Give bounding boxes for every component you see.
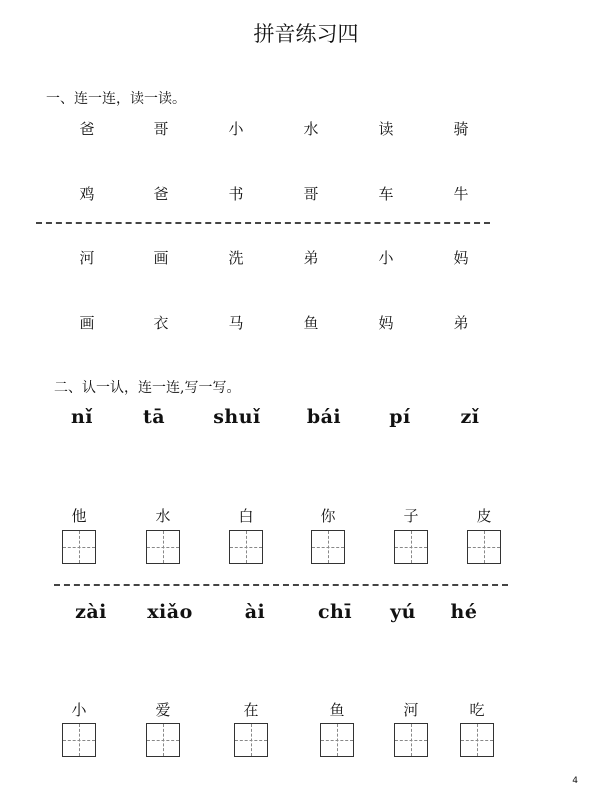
character: 鸡	[79, 185, 95, 203]
pinyin: chī	[317, 601, 353, 623]
character: 水	[303, 120, 319, 138]
character: 河	[403, 701, 419, 719]
character: 小	[378, 249, 394, 267]
character: 鱼	[303, 314, 319, 332]
character: 妈	[453, 249, 469, 267]
writing-grid-box[interactable]	[311, 530, 345, 564]
character: 车	[378, 185, 394, 203]
character: 画	[79, 314, 95, 332]
character: 妈	[378, 314, 394, 332]
character: 洗	[228, 249, 244, 267]
pinyin: ài	[244, 601, 266, 623]
section2-heading: 二、认一认，连一连,写一写。	[54, 380, 241, 396]
character: 吃	[469, 701, 485, 719]
character: 哥	[303, 185, 319, 203]
character: 弟	[453, 314, 469, 332]
character: 衣	[153, 314, 169, 332]
pinyin: hé	[450, 601, 478, 623]
pinyin: shuǐ	[213, 406, 261, 428]
pinyin: yú	[390, 601, 416, 623]
writing-grid-box[interactable]	[394, 530, 428, 564]
character: 你	[320, 507, 336, 525]
character: 他	[71, 507, 87, 525]
divider-2	[54, 584, 508, 586]
pinyin: tā	[142, 406, 166, 428]
character: 鱼	[329, 701, 345, 719]
pinyin: bái	[306, 406, 342, 428]
character: 小	[228, 120, 244, 138]
character: 马	[228, 314, 244, 332]
character: 读	[378, 120, 394, 138]
divider-1	[36, 222, 490, 224]
writing-grid-box[interactable]	[467, 530, 501, 564]
character: 皮	[476, 507, 492, 525]
character: 弟	[303, 249, 319, 267]
character: 画	[153, 249, 169, 267]
writing-grid-box[interactable]	[146, 723, 180, 757]
writing-grid-box[interactable]	[146, 530, 180, 564]
character: 哥	[153, 120, 169, 138]
character: 小	[71, 701, 87, 719]
character: 白	[238, 507, 254, 525]
character: 河	[79, 249, 95, 267]
page-title: 拼音练习四	[253, 22, 359, 46]
writing-grid-box[interactable]	[62, 530, 96, 564]
writing-grid-box[interactable]	[320, 723, 354, 757]
writing-grid-box[interactable]	[394, 723, 428, 757]
section1-heading: 一、连一连，读一读。	[46, 91, 186, 107]
character: 爸	[153, 185, 169, 203]
writing-grid-box[interactable]	[234, 723, 268, 757]
writing-grid-box[interactable]	[62, 723, 96, 757]
character: 爸	[79, 120, 95, 138]
pinyin: zài	[75, 601, 107, 623]
pinyin: pí	[389, 406, 411, 428]
page-number: 4	[572, 776, 578, 786]
character: 牛	[453, 185, 469, 203]
character: 爱	[155, 701, 171, 719]
pinyin: zǐ	[460, 406, 480, 428]
character: 书	[228, 185, 244, 203]
character: 在	[243, 701, 259, 719]
character: 子	[403, 507, 419, 525]
pinyin: nǐ	[70, 406, 94, 428]
pinyin: xiǎo	[147, 601, 193, 623]
character: 水	[155, 507, 171, 525]
character: 骑	[453, 120, 469, 138]
writing-grid-box[interactable]	[460, 723, 494, 757]
writing-grid-box[interactable]	[229, 530, 263, 564]
